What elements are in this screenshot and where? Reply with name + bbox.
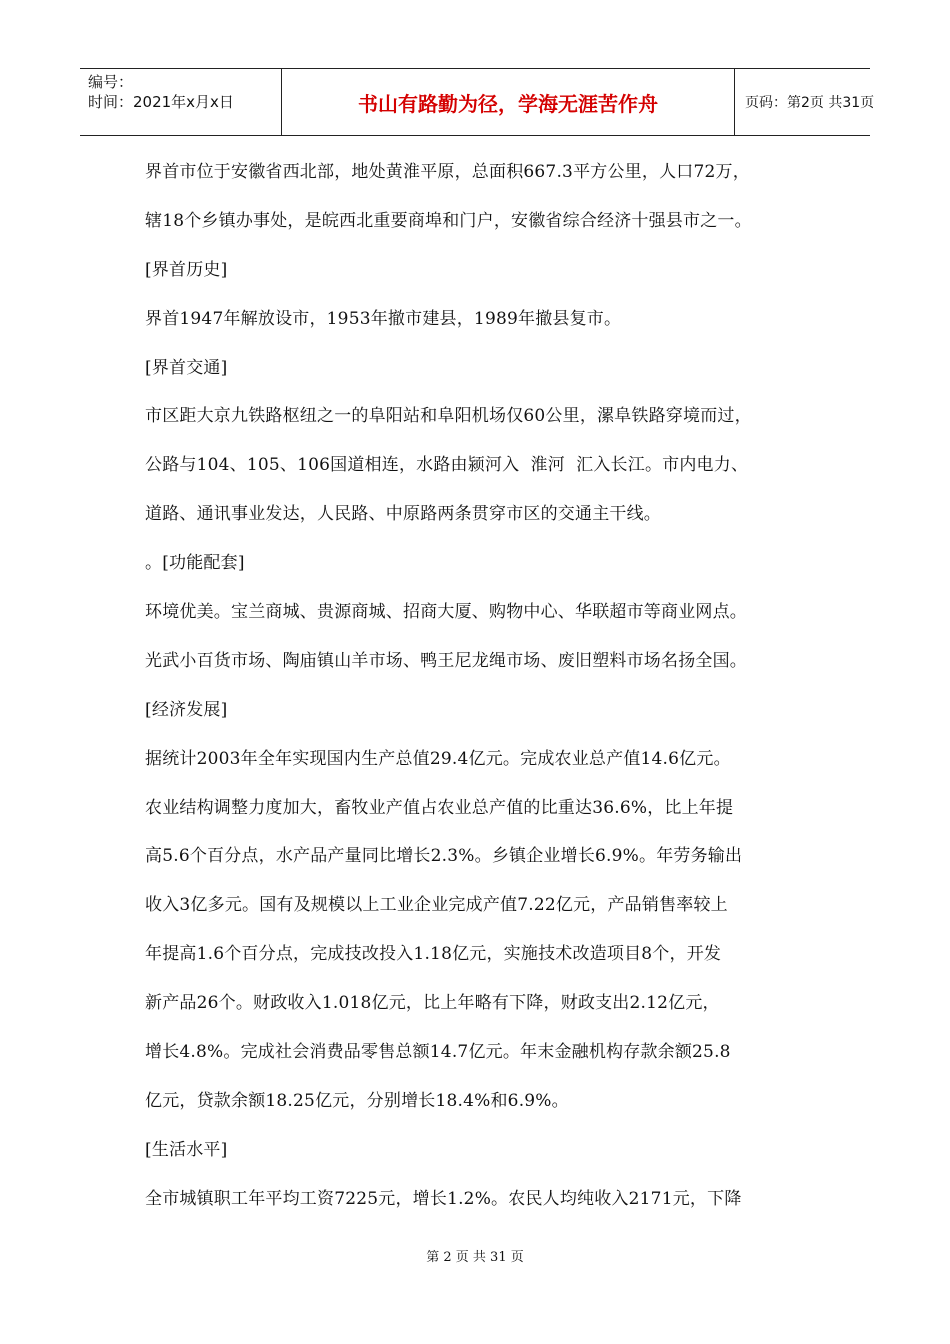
body-line: 新产品26个。财政收入1.018亿元，比上年略有下降，财政支出2.12亿元， [145, 993, 720, 1014]
document-number-label: 编号： [88, 73, 134, 91]
body-line: 全市城镇职工年平均工资7225元，增长1.2%。农民人均纯收入2171元，下降 [145, 1188, 742, 1209]
section-heading-transport: [界首交通] [145, 357, 228, 378]
header-page-info: 页码：第2页 共31页 [745, 95, 875, 111]
body-line: 界首1947年解放设市，1953年撤市建县，1989年撤县复市。 [145, 308, 622, 329]
body-line: 界首市位于安徽省西北部，地处黄淮平原，总面积667.3平方公里，人口72万， [145, 162, 750, 182]
body-line: 亿元，贷款余额18.25亿元，分别增长18.4%和6.9%。 [145, 1090, 569, 1111]
body-line: 光武小百货市场、陶庙镇山羊市场、鸭王尼龙绳市场、废旧塑料市场名扬全国。 [145, 650, 747, 671]
document-body [145, 152, 835, 1228]
header-motto-cell [282, 69, 735, 135]
body-line: 道路、通讯事业发达，人民路、中原路两条贯穿市区的交通主干线。 [145, 504, 661, 525]
section-heading-facilities: 。[功能配套] [145, 553, 245, 574]
header-motto: 书山有路勤为径，学海无涯苦作舟 [358, 91, 658, 116]
body-line: 据统计2003年全年实现国内生产总值29.4亿元。完成农业总产值14.6亿元。 [145, 748, 731, 769]
page-header [80, 68, 875, 136]
section-heading-economy: [经济发展] [145, 699, 228, 720]
body-line: 增长4.8%。完成社会消费品零售总额14.7亿元。年末金融机构存款余额25.8 [145, 1042, 731, 1063]
section-heading-history: [界首历史] [145, 259, 228, 280]
body-line: 农业结构调整力度加大，畜牧业产值占农业总产值的比重达36.6%，比上年提 [145, 797, 734, 818]
body-line: 高5.6个百分点，水产品产量同比增长2.3%。乡镇企业增长6.9%。年劳务输出 [145, 846, 743, 867]
body-line: 环境优美。宝兰商城、贵源商城、招商大厦、购物中心、华联超市等商业网点。 [145, 602, 747, 623]
header-meta-cell [80, 69, 282, 135]
body-line: 辖18个乡镇办事处，是皖西北重要商埠和门户，安徽省综合经济十强县市之一。 [145, 210, 752, 231]
body-line: 收入3亿多元。国有及规模以上工业企业完成产值7.22亿元，产品销售率较上 [145, 895, 728, 916]
page-footer: 第 2 页 共 31 页 [426, 1250, 524, 1265]
body-line: 市区距大京九铁路枢纽之一的阜阳站和阜阳机场仅60公里，漯阜铁路穿境而过， [145, 406, 752, 427]
section-heading-living: [生活水平] [145, 1139, 228, 1160]
header-page-cell [735, 69, 875, 135]
body-line: 年提高1.6个百分点，完成技改投入1.18亿元，实施技术改造项目8个，开发 [145, 944, 722, 965]
document-time-label: 时间：2021年x月x日 [88, 93, 234, 111]
body-line: 公路与104、105、106国道相连，水路由颍河入 淮河 汇入长江。市内电力、 [145, 455, 749, 476]
